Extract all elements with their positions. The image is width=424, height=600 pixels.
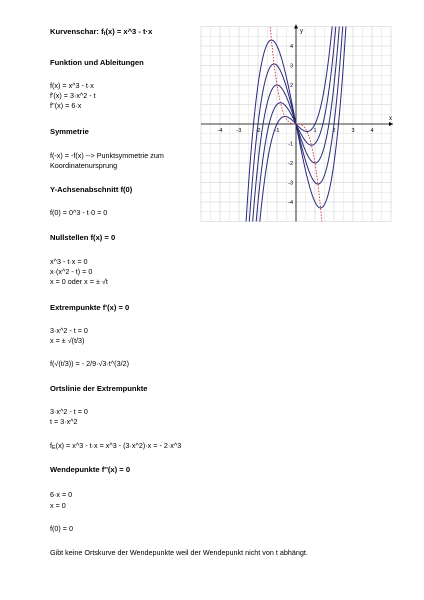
text-line: x^3 - t·x = 0 [50, 257, 88, 266]
text-line: x = 0 oder x = ± √t [50, 277, 108, 286]
text-line: t = 3·x^2 [50, 417, 78, 426]
x-tick-label: 2 [332, 128, 336, 134]
heading-funktion: Funktion und Ableitungen [50, 58, 144, 67]
y-tick-label: 1 [289, 102, 293, 109]
y-tick-label: -2 [288, 161, 293, 167]
x-tick-label: -2 [255, 128, 261, 134]
footer-note: Gibt keine Ortskurve der Wendepunkte weil der Wendepunkt nicht von t abhängt. [50, 548, 308, 557]
heading-extrem: Extrempunkte f'(x) = 0 [50, 303, 130, 312]
y-tick-label: -4 [288, 200, 293, 206]
x-axis-label: x [389, 116, 392, 122]
y-tick-label: 4 [289, 44, 293, 50]
heading-yachse: Y-Achsenabschnitt f(0) [50, 185, 133, 194]
x-tick-label: 4 [370, 128, 374, 134]
x-tick-label: 3 [351, 128, 355, 134]
text-line: f(0) = 0 [50, 524, 73, 533]
text-line: f(√(t/3)) = - 2/9·√3·t^(3/2) [50, 359, 129, 368]
y-axis-label: y [300, 28, 303, 35]
text-line: x = ± √(t/3) [50, 336, 85, 345]
text-line: Koordinatenursprung [50, 161, 118, 170]
x-tick-label: -4 [217, 128, 223, 134]
function-graph [204, 24, 392, 229]
text-line: x = 0 [50, 501, 66, 510]
text-line: f''(x) = 6·x [50, 101, 82, 110]
text-line: 3·x^2 - t = 0 [50, 326, 88, 335]
heading-symmetrie: Symmetrie [50, 127, 89, 136]
text-line: 3·x^2 - t = 0 [50, 407, 88, 416]
heading-ortslinie: Ortslinie der Extrempunkte [50, 384, 148, 393]
y-tick-label: 3 [289, 63, 293, 70]
ortslinie-formula: $f_E(x)$ = x^3 - t·x = x^3 - (3·x^2)·x = - 2·x^3 [50, 441, 182, 451]
page-title: Kurvenschar: $f_t(x)$ = x^3 - t·x [50, 27, 153, 37]
text-line: f(-x) = -f(x) --> Punktsymmetrie zum [50, 151, 164, 160]
y-tick-label: -1 [288, 141, 293, 148]
text-line: f'(x) = 3·x^2 - t [50, 91, 96, 100]
heading-wende: Wendepunkte f''(x) = 0 [50, 465, 131, 474]
x-tick-label: -3 [236, 128, 242, 134]
text-line: 6·x = 0 [50, 490, 73, 499]
heading-nullstellen: Nullstellen f(x) = 0 [50, 233, 116, 242]
y-tick-label: -3 [288, 180, 293, 187]
text-line: f(x) = x^3 - t·x [50, 81, 94, 90]
text-line: f(0) = 0^3 - t·0 = 0 [50, 208, 108, 217]
x-tick-label: 1 [313, 128, 317, 134]
x-tick-label: -1 [274, 128, 280, 134]
text-line: x·(x^2 - t) = 0 [50, 267, 93, 276]
y-tick-label: 2 [289, 83, 293, 89]
